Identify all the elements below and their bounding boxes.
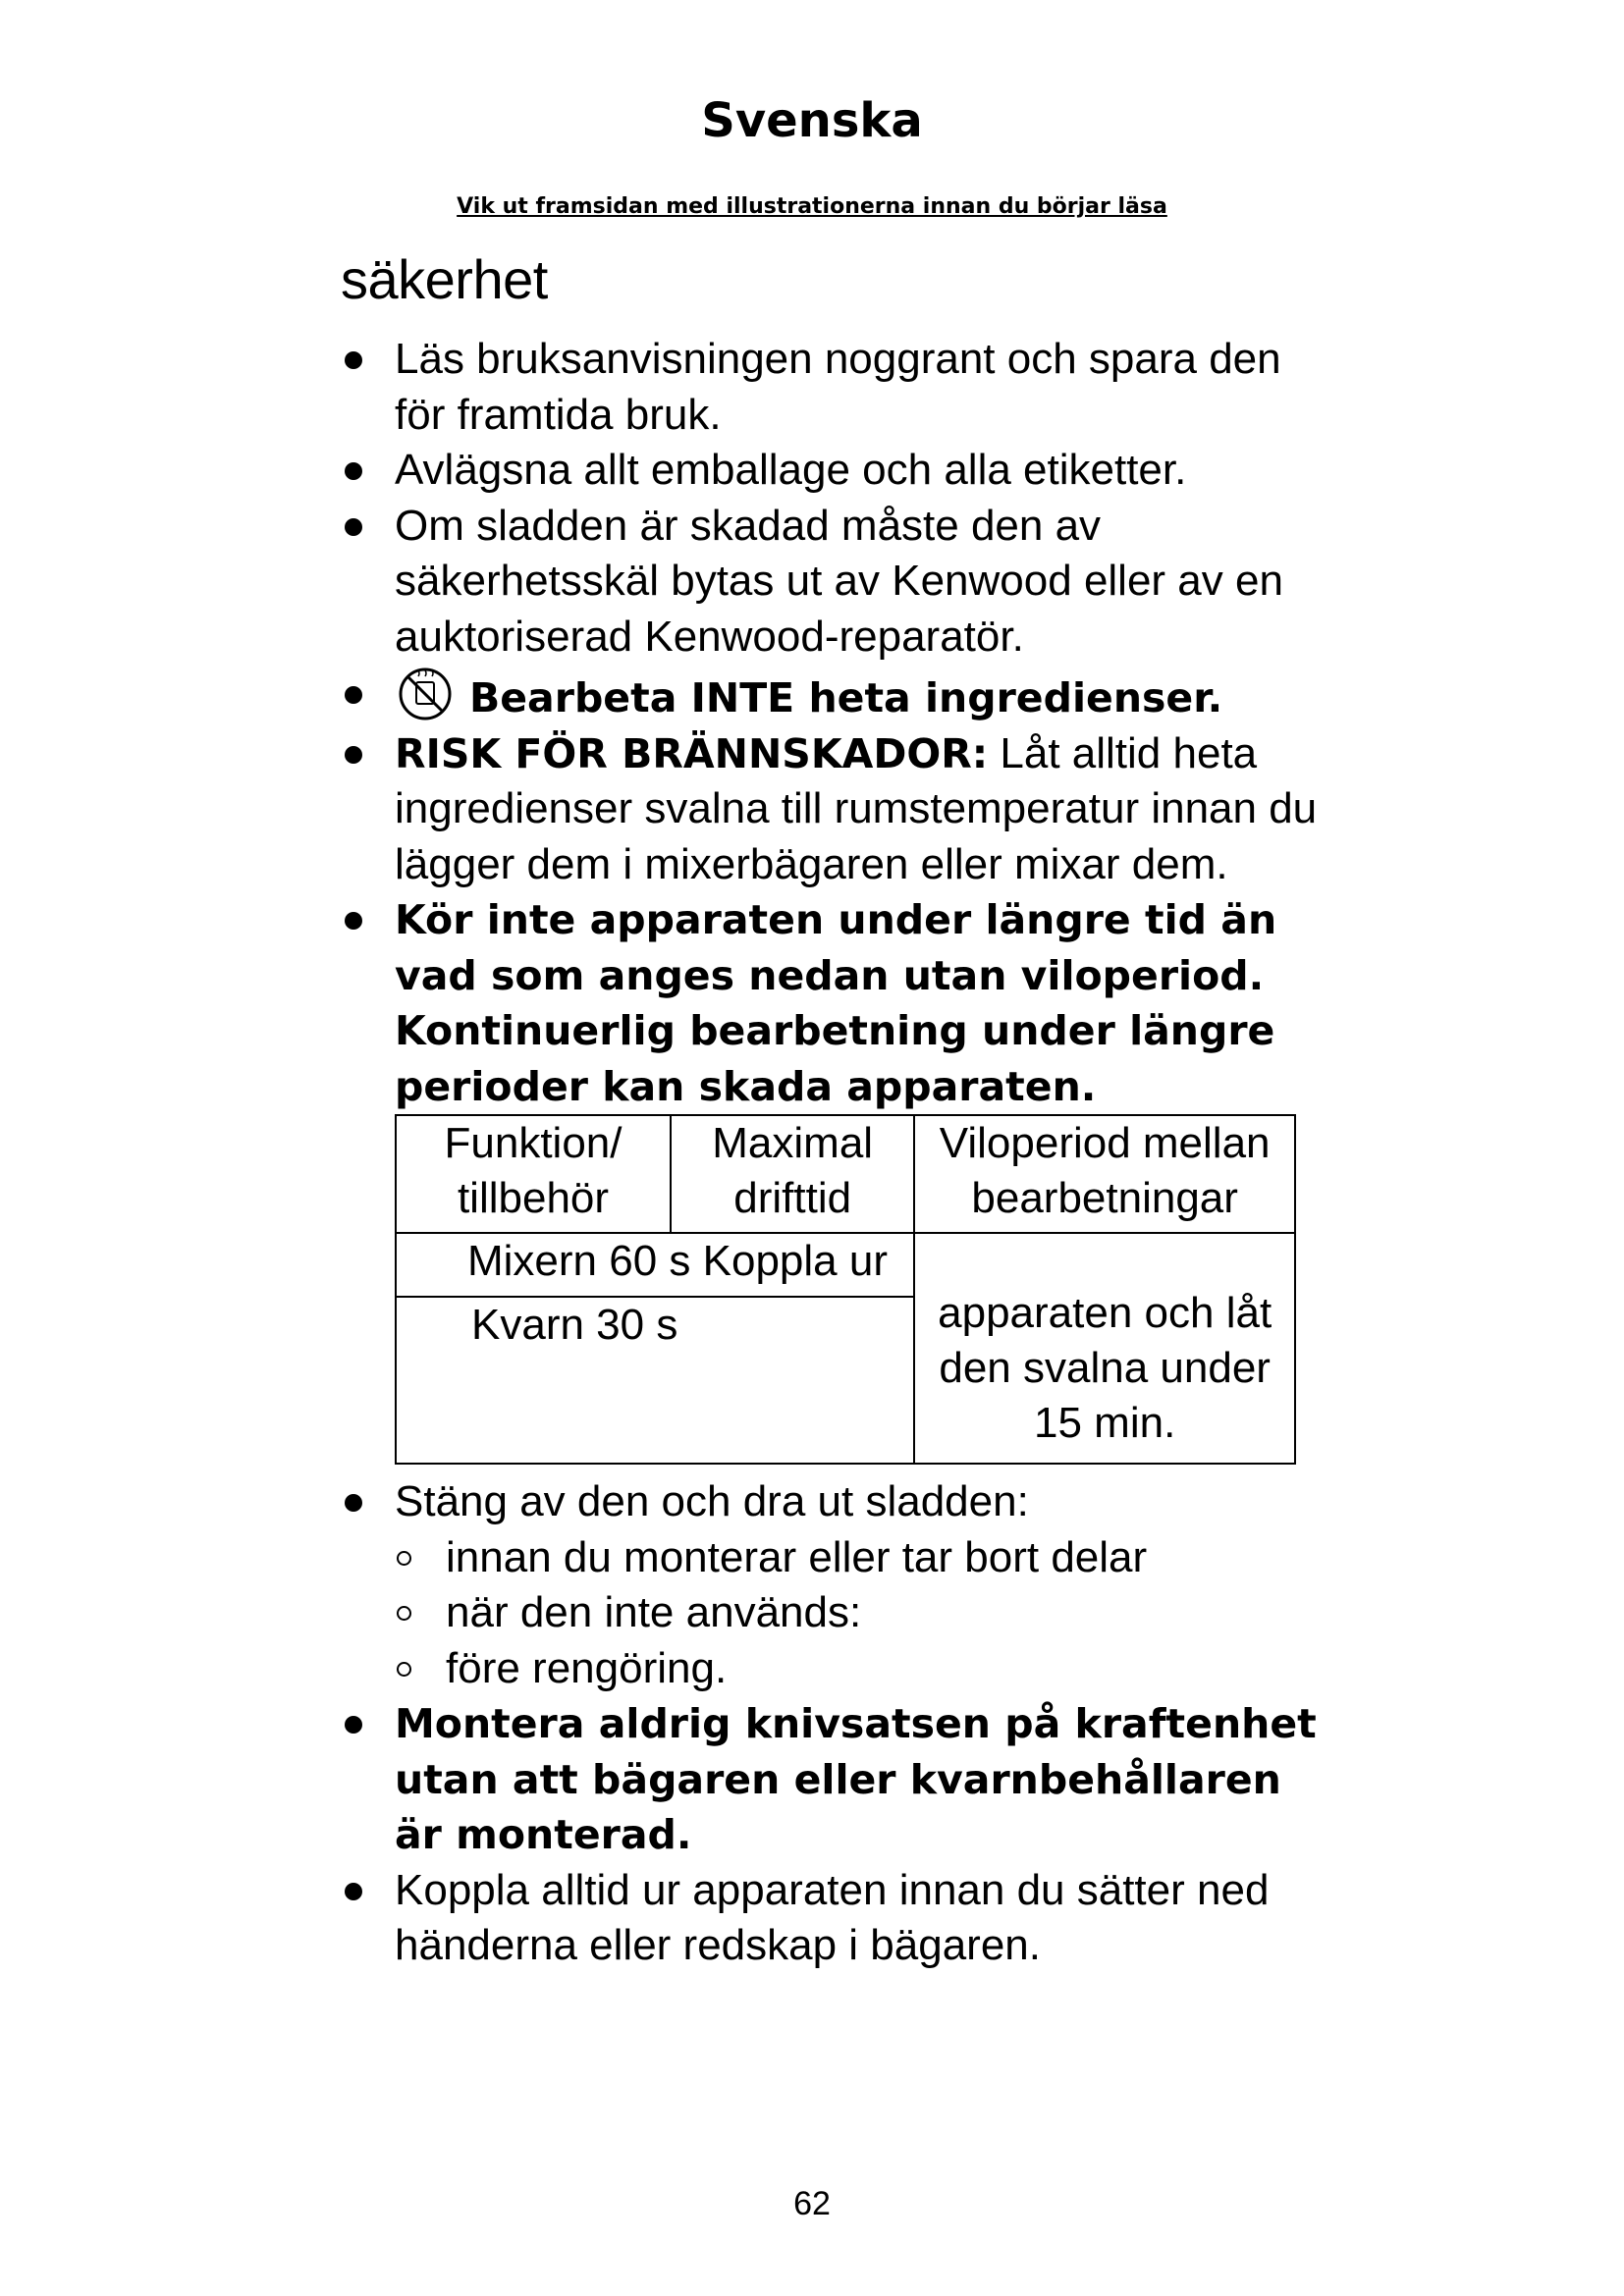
table-cell: Mixern 60 s Koppla ur xyxy=(396,1233,914,1297)
bullet-icon xyxy=(345,686,362,704)
list-item xyxy=(341,499,1323,666)
sub-list-item xyxy=(395,1530,1323,1586)
list-item xyxy=(341,892,1323,1465)
bullet-icon xyxy=(345,746,362,764)
operation-table-wrapper xyxy=(395,1114,1323,1465)
table-cell: Kvarn 30 s xyxy=(396,1297,914,1464)
item-text: Avlägsna allt emballage och alla etiketter. xyxy=(395,446,1187,494)
list-item xyxy=(341,332,1323,443)
bullet-icon xyxy=(345,351,362,369)
item-text: Läs bruksanvisningen noggrant och spara den för framtida bruk. xyxy=(395,335,1281,439)
page-number: 62 xyxy=(793,2185,831,2222)
table-cell: apparaten och låt den svalna under 15 min. xyxy=(914,1233,1295,1464)
table-header: Viloperiod mellan bearbetningar xyxy=(914,1115,1295,1233)
bullet-icon xyxy=(345,462,362,480)
item-text: Koppla alltid ur apparaten innan du sätter ned händerna eller redskap i bägaren. xyxy=(395,1865,1270,1969)
bullet-icon xyxy=(345,1883,362,1900)
item-text: Bearbeta INTE heta ingredienser. xyxy=(469,674,1223,721)
list-item xyxy=(341,443,1323,499)
item-text: Om sladden är skadad måste den av säkerhetsskäl bytas ut av Kenwood eller av en auktoriserad Kenwood-reparatör. xyxy=(395,501,1283,661)
warning-label: RISK FÖR BRÄNNSKADOR: xyxy=(395,729,989,777)
circle-bullet-icon xyxy=(397,1606,411,1621)
table-header: Funktion/ tillbehör xyxy=(396,1115,671,1233)
section-title: säkerhet xyxy=(341,248,548,310)
bullet-icon xyxy=(345,1716,362,1734)
language-heading: Svenska xyxy=(701,93,923,148)
fold-out-instruction: Vik ut framsidan med illustrationerna innan du börjar läsa xyxy=(457,194,1167,219)
list-item xyxy=(341,1863,1323,1974)
sub-list-item xyxy=(395,1641,1323,1697)
bullet-icon xyxy=(345,1494,362,1512)
list-item xyxy=(341,726,1323,893)
sub-item-text: när den inte används: xyxy=(446,1588,862,1636)
circle-bullet-icon xyxy=(397,1551,411,1566)
list-item xyxy=(341,1696,1323,1863)
table-header-row xyxy=(396,1115,1295,1233)
bullet-icon xyxy=(345,518,362,536)
table-header: Maximal drifttid xyxy=(671,1115,914,1233)
list-item xyxy=(341,667,1323,726)
table-row xyxy=(396,1233,1295,1297)
item-text: Låt alltid heta ingredienser svalna till rumstemperatur innan du lägger dem i mixerbägaren eller mixar dem. xyxy=(395,728,1318,888)
item-text: Kör inte apparaten under längre tid än vad som anges nedan utan viloperiod. Kontinuerlig bearbetning under längre perioder kan skada apparaten. xyxy=(395,896,1277,1110)
item-text: Stäng av den och dra ut sladden: xyxy=(395,1477,1029,1525)
operation-time-table xyxy=(395,1114,1296,1465)
bullet-icon xyxy=(345,912,362,930)
sub-list-item xyxy=(395,1585,1323,1641)
no-hot-ingredients-icon xyxy=(395,667,456,721)
sub-item-text: före rengöring. xyxy=(446,1643,728,1692)
safety-list xyxy=(341,332,1323,1974)
circle-bullet-icon xyxy=(397,1662,411,1677)
sub-item-text: innan du monterar eller tar bort delar xyxy=(446,1532,1148,1581)
sub-list xyxy=(395,1530,1323,1697)
item-text: Montera aldrig knivsatsen på kraftenhet utan att bägaren eller kvarnbehållaren är monterad. xyxy=(395,1700,1317,1858)
list-item xyxy=(341,1474,1323,1696)
